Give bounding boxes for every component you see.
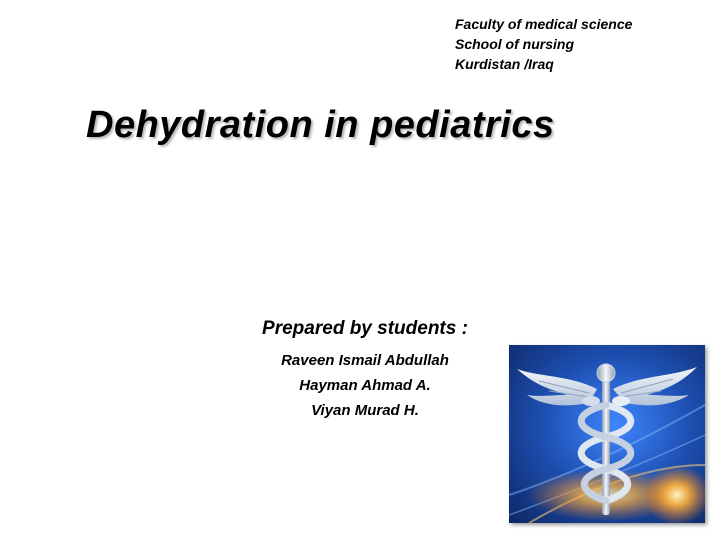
student-name-1: Raveen Ismail Abdullah [281,352,449,369]
institution-line-faculty: Faculty of medical science [455,16,633,32]
caduceus-image [509,345,705,523]
institution-line-location: Kurdistan /Iraq [455,56,554,72]
caduceus-icon [509,345,705,523]
institution-line-school: School of nursing [455,36,574,52]
student-name-2: Hayman Ahmad A. [299,377,431,394]
credits-label: Prepared by students : [262,318,468,339]
credits-block [190,318,540,423]
slide-title: Dehydration in pediatrics [86,104,555,146]
institution-block [455,14,632,74]
student-name-3: Viyan Murad H. [311,402,419,419]
